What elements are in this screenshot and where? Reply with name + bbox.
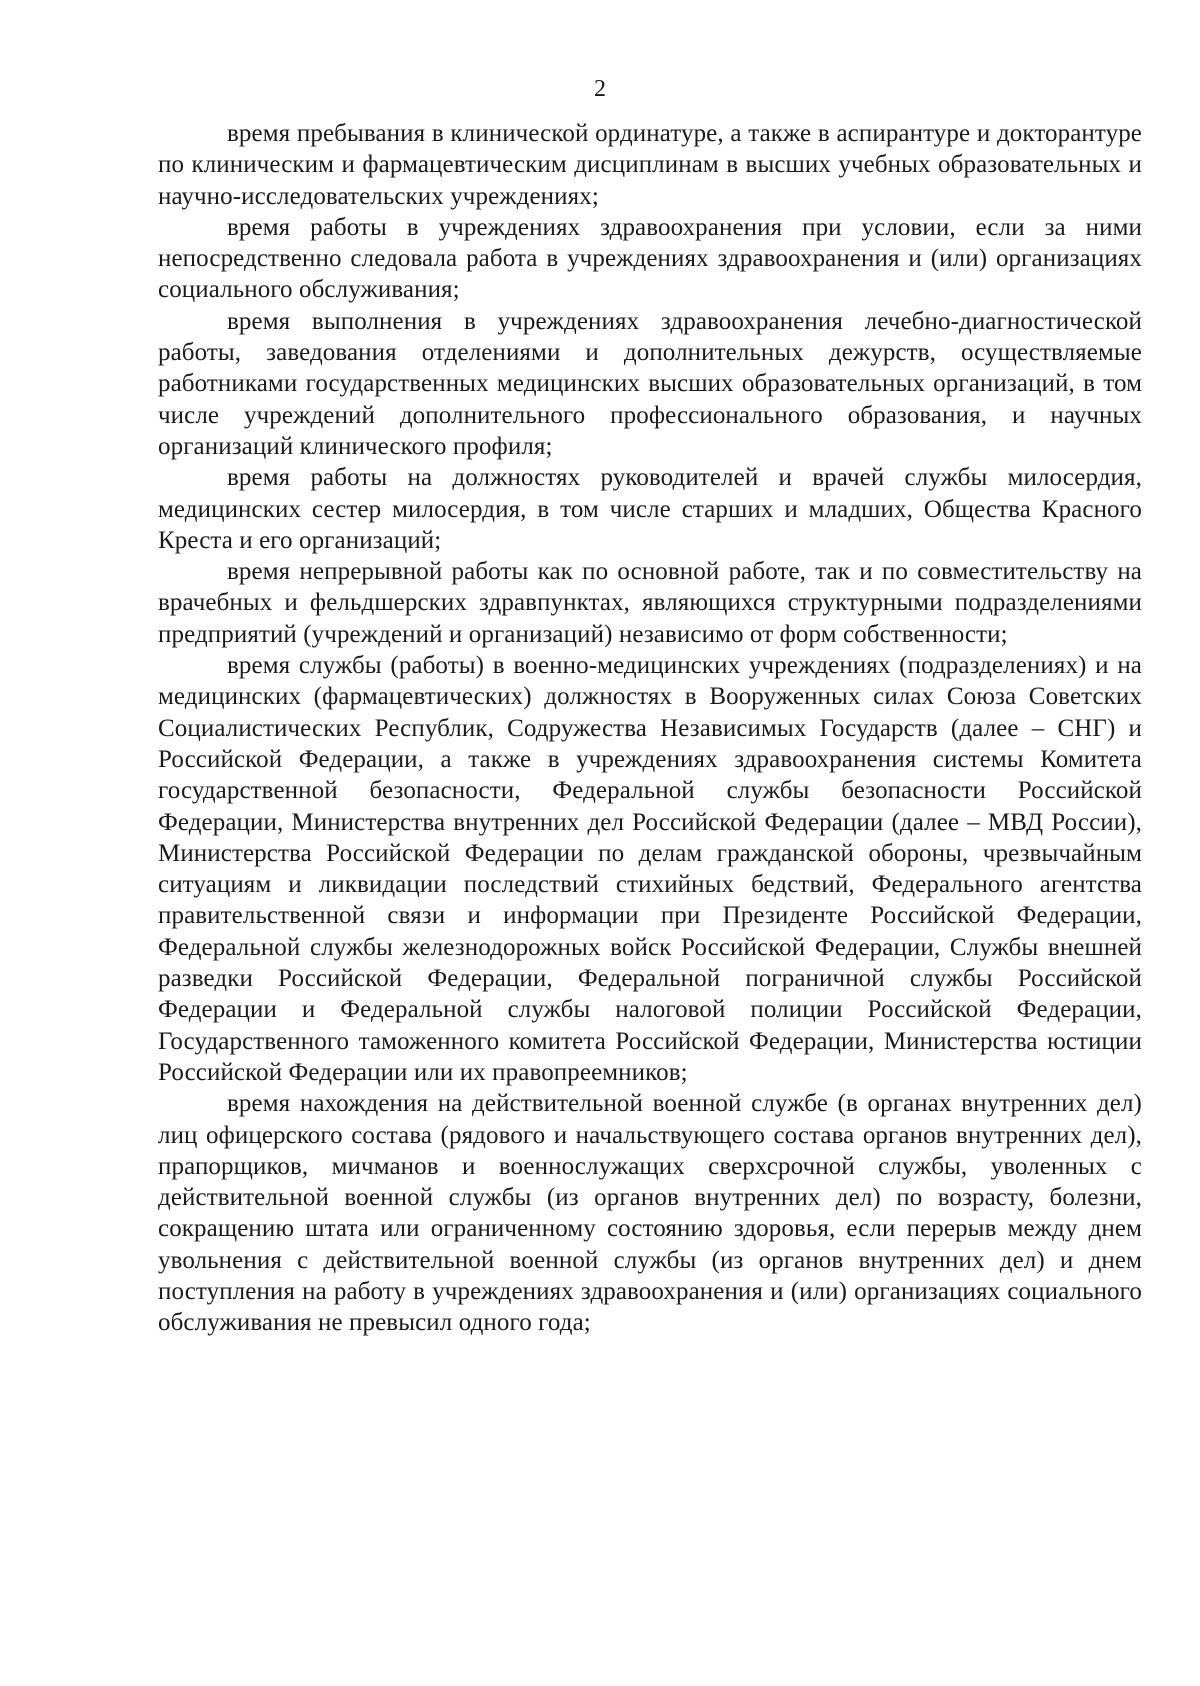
paragraph-healthcare-work: время работы в учреждениях здравоохранения при условии, если за ними непосредственно следовала работа в учреждениях здравоохранения и (или) организациях социального обслуживания; — [158, 213, 1142, 304]
paragraph-military-medical-service: время службы (работы) в военно-медицинских учреждениях (подразделениях) и на медицинских (фармацевтических) должностях в Вооруженных силах Союза Советских Социалистических Республик, Содружества Независимых Государств (далее – СНГ) и Российской Федерации, а также в учреждениях здравоохранения системы Комитета государственной безопасности, Федеральной службы безопасности Российской Федерации, Министерства внутренних дел Российской Федерации (далее – МВД России), Министерства Российской Федерации по делам гражданской обороны, чрезвычайным ситуациям и ликвидации последствий стихийных бедствий, Федерального агентства правительственной связи и информации при Президенте Российской Федерации, Федеральной службы железнодорожных войск Российской Федерации, Службы внешней разведки Российской Федерации, Федеральной пограничной службы Российской Федерации и Федеральной службы налоговой полиции Российской Федерации, Государственного таможенного комитета Российской Федерации, Министерства юстиции Российской Федерации или их правопреемников; — [158, 652, 1142, 1086]
paragraph-residency: время пребывания в клинической ординатуре, а также в аспирантуре и докторантуре по клиническим и фармацевтическим дисциплинам в высших учебных образовательных и научно-исследовательских учреждениях; — [158, 120, 1142, 210]
paragraph-health-posts: время непрерывной работы как по основной работе, так и по совместительству на врачебных и фельдшерских здравпунктах, являющихся структурными подразделениями предприятий (учреждений и организаций) независимо от форм собственности; — [158, 558, 1142, 648]
paragraph-active-military-service: время нахождения на действительной военной службе (в органах внутренних дел) лиц офицерского состава (рядового и начальствующего состава органов внутренних дел), прапорщиков, мичманов и военнослужащих сверхсрочной службы, уволенных с действительной военной службы (из органов внутренних дел) по возрасту, болезни, сокращению штата или ограниченному состоянию здоровья, если перерыв между днем увольнения с действительной военной службы (из органов внутренних дел) и днем поступления на работу в учреждениях здравоохранения и (или) организациях социального обслуживания не превысил одного года; — [158, 1090, 1142, 1337]
paragraph-mercy-service: время работы на должностях руководителей и врачей службы милосердия, медицинских сестер милосердия, в том числе старших и младших, Общества Красного Креста и его организаций; — [158, 464, 1142, 554]
paragraph-diagnostic-work: время выполнения в учреждениях здравоохранения лечебно-диагностической работы, заведования отделениями и дополнительных дежурств, осуществляемые работниками государственных медицинских высших образовательных организаций, в том числе учреждений дополнительного профессионального образования, и научных организаций клинического профиля; — [158, 307, 1142, 460]
page-number: 2 — [594, 76, 606, 102]
document-body — [158, 118, 1142, 1339]
